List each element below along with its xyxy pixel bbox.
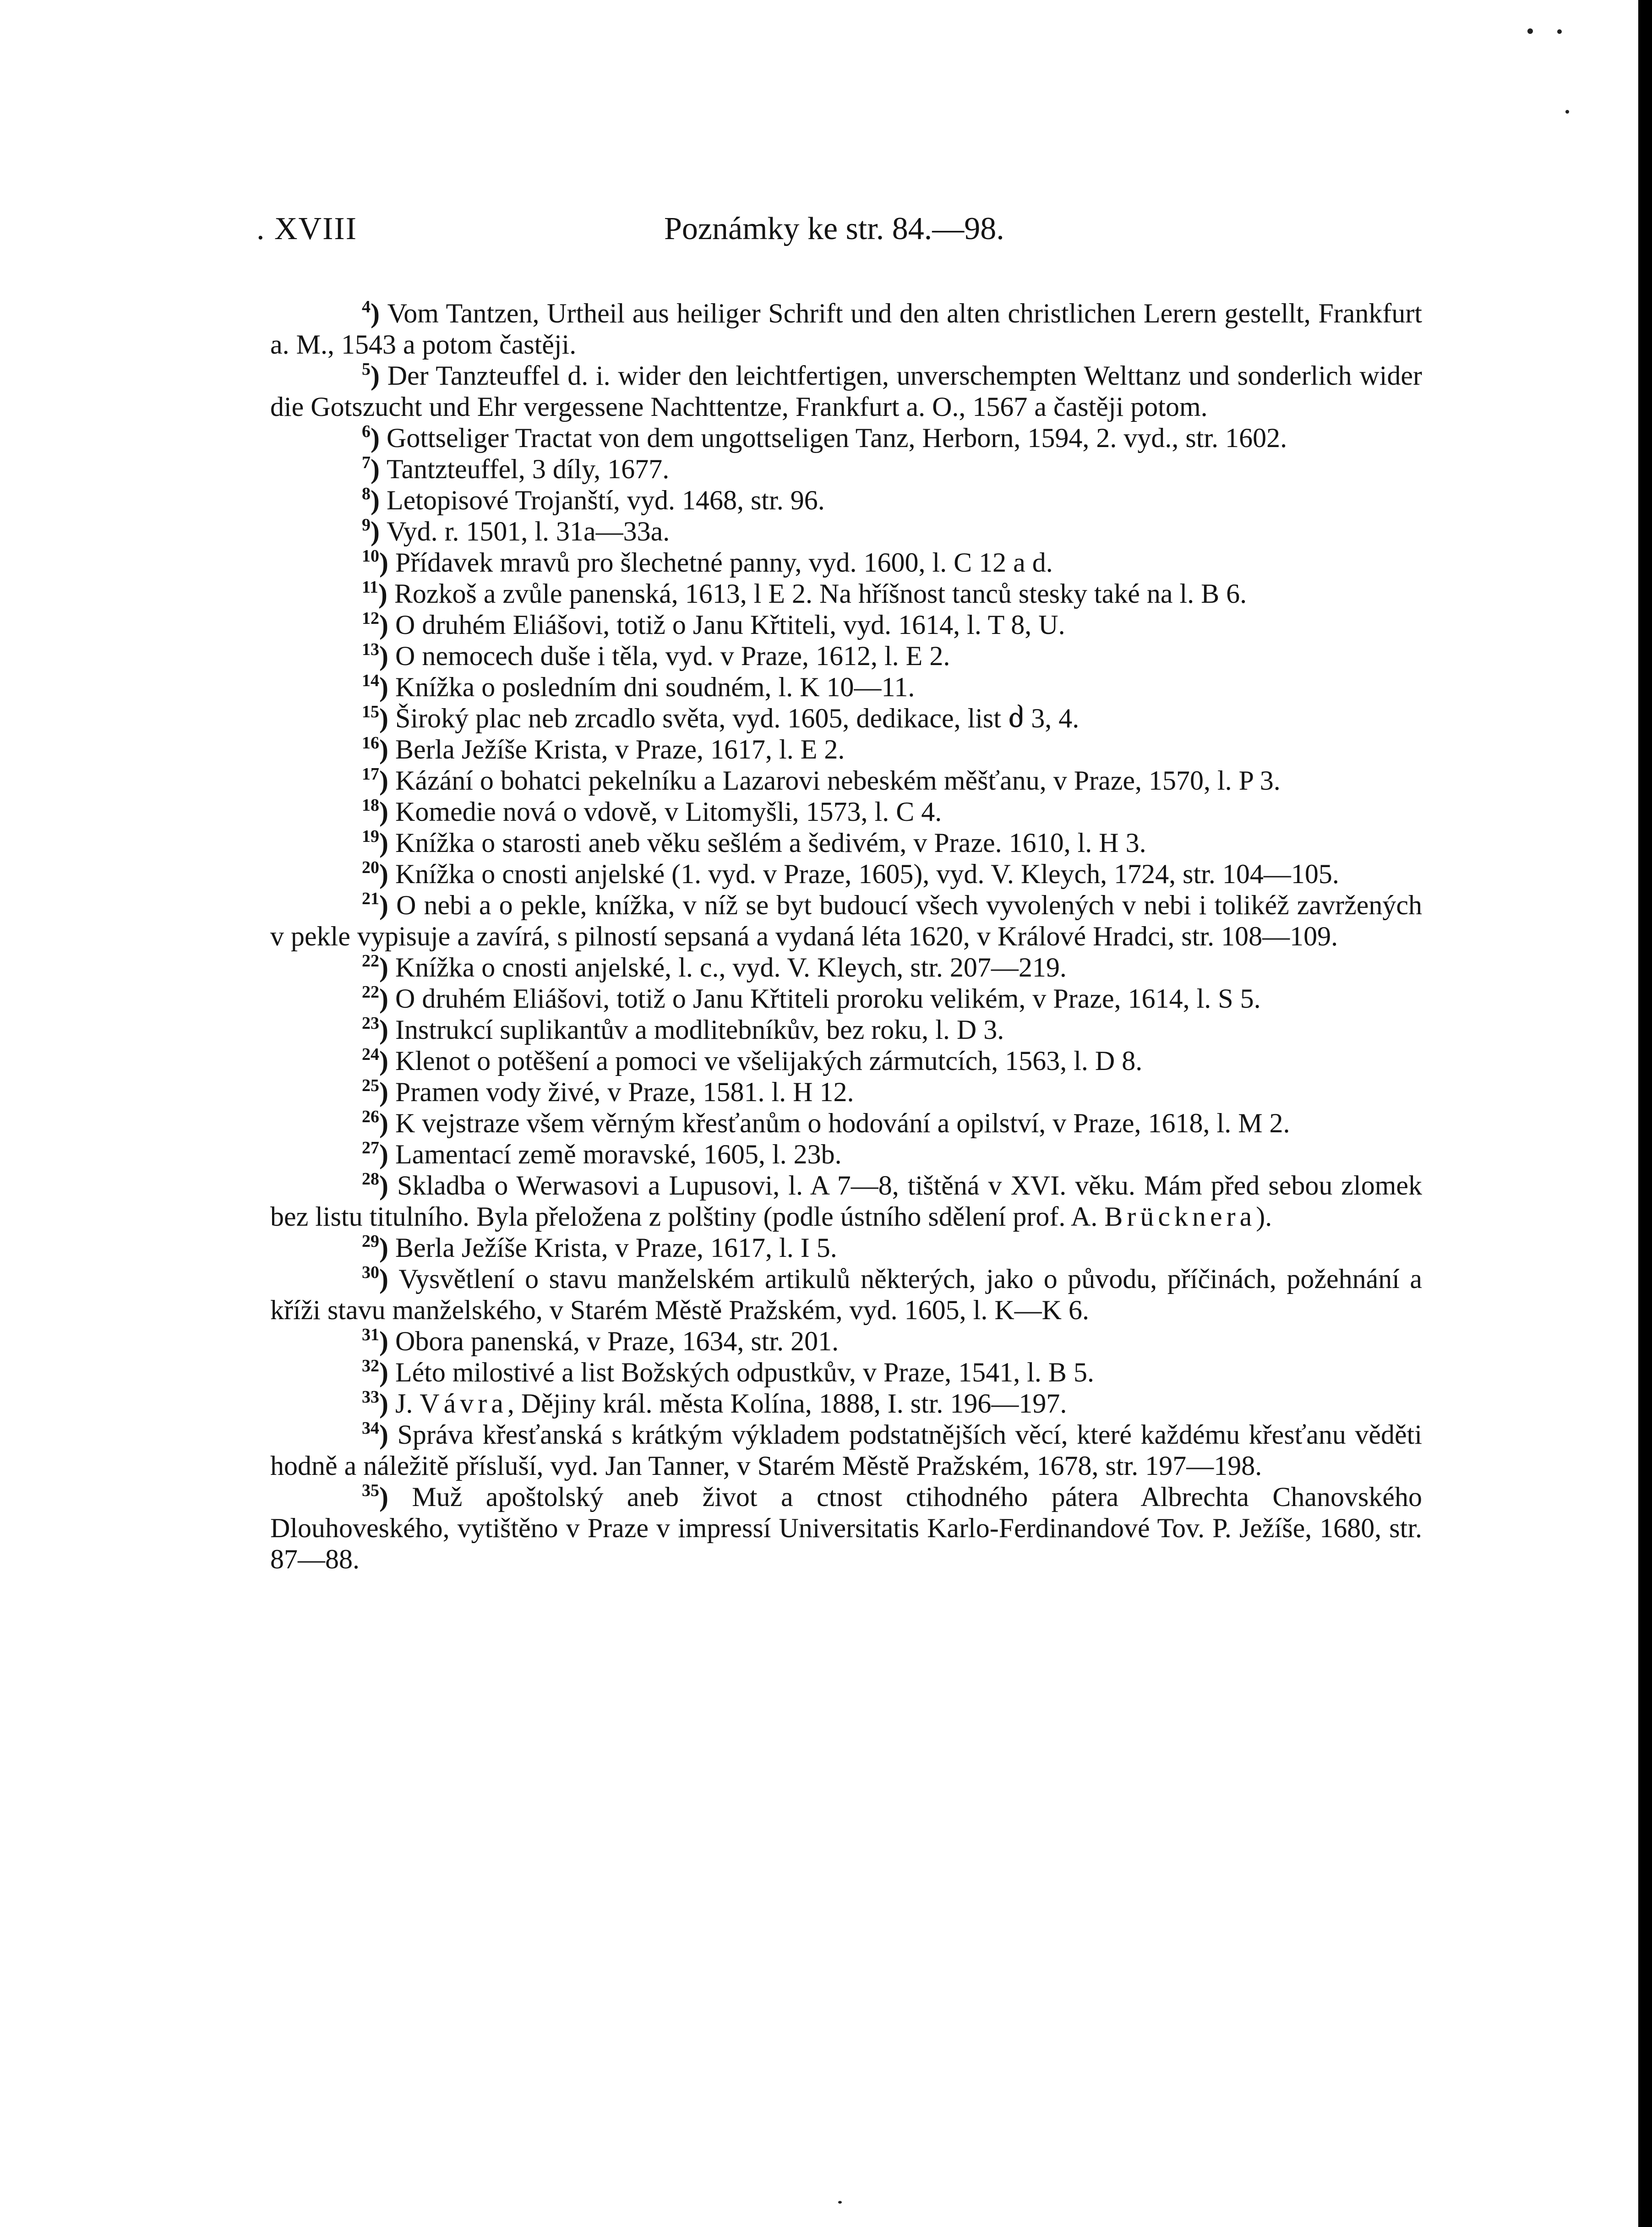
footnote-paren: ) xyxy=(379,1264,399,1294)
footnote xyxy=(270,952,1422,983)
footnote-paren: ) xyxy=(379,1326,395,1356)
footnote-text: Berla Ježíše Krista, v Praze, 1617, l. I 5. xyxy=(395,1233,837,1263)
footnote-paren: ) xyxy=(371,360,387,391)
footnote xyxy=(270,1139,1422,1170)
scan-speck xyxy=(1527,28,1533,34)
footnote-number: 7 xyxy=(362,453,371,472)
footnote-text: Muž apoštolský aneb život a ctnost ctihodného pátera Albrechta Chanovského Dlouhoveského, vytištěno v Praze v impressí Universitatis Karlo-Ferdinandové Tov. P. Ježíše, 1680, str. 87—88. xyxy=(270,1482,1423,1574)
page-header xyxy=(256,208,1420,250)
footnote-number: 29 xyxy=(362,1232,379,1251)
footnote xyxy=(270,890,1422,952)
footnote-paren: ) xyxy=(379,890,397,920)
footnote-text: Rozkoš a zvůle panenská, 1613, l E 2. Na hříšnost tanců stesky také na l. B 6. xyxy=(394,579,1247,609)
footnote xyxy=(270,1481,1422,1575)
footnote-number: 25 xyxy=(362,1076,379,1095)
footnote xyxy=(270,734,1422,765)
footnote xyxy=(270,1232,1422,1263)
footnote-paren: ) xyxy=(379,1388,395,1419)
footnote-spaced-name: Brücknera xyxy=(1104,1201,1256,1232)
footnote-text: Správa křesťanská s krátkým výkladem podstatnějších věcí, které každému křesťanu věděti hodně a náležitě přísluší, vyd. Jan Tanner, v Starém Městě Pražském, 1678, str. 197—198. xyxy=(270,1419,1422,1481)
footnote-text: Vysvětlení o stavu manželském artikulů některých, jako o původu, příčinách, požehnání a kříži stavu manželského, v Starém Městě Pražském, vyd. 1605, l. K—K 6. xyxy=(270,1264,1422,1325)
footnote-number: 21 xyxy=(362,889,379,908)
footnote-number: 22 xyxy=(362,951,379,971)
footnote-number: 32 xyxy=(362,1356,379,1376)
footnote-paren: ) xyxy=(379,1015,395,1045)
footnote xyxy=(270,765,1422,796)
footnote-paren: ) xyxy=(371,454,387,484)
footnote-number: 33 xyxy=(362,1387,379,1407)
footnote-text: Léto milostivé a list Božských odpustkův, v Praze, 1541, l. B 5. xyxy=(395,1357,1094,1387)
footnote-number: 14 xyxy=(362,671,379,690)
footnote-paren: ) xyxy=(379,1077,395,1107)
footnote xyxy=(270,671,1422,703)
footnote xyxy=(270,547,1422,578)
footnote xyxy=(270,1357,1422,1388)
footnote xyxy=(270,1014,1422,1045)
footnote xyxy=(270,640,1422,671)
footnote-number: 28 xyxy=(362,1169,379,1189)
footnote-number: 31 xyxy=(362,1325,379,1344)
footnote-number: 30 xyxy=(362,1263,379,1282)
footnote-text: O nemocech duše i těla, vyd. v Praze, 1612, l. E 2. xyxy=(395,641,950,671)
footnote-paren: ) xyxy=(371,485,387,515)
footnote-paren: ) xyxy=(371,298,387,328)
footnote-text: Vom Tantzen, Urtheil aus heiliger Schrift und den alten christlichen Lerern gestellt, Frankfurt a. M., 1543 a potom častěji. xyxy=(270,298,1422,360)
footnote xyxy=(270,1045,1422,1076)
footnote-paren: ) xyxy=(379,641,395,671)
footnote-text: Obora panenská, v Praze, 1634, str. 201. xyxy=(395,1326,839,1356)
footnote-number: 35 xyxy=(362,1481,379,1500)
footnote-text: Skladba o Werwasovi a Lupusovi, l. A 7—8, tištěná v XVI. věku. Mám před sebou zlomek bez listu titulního. Byla přeložena z polštiny (podle ústního sdělení prof. A. xyxy=(270,1170,1422,1232)
footnote-text: Knížka o starosti aneb věku sešlém a šedivém, v Praze. 1610, l. H 3. xyxy=(395,828,1146,858)
footnote-text: Pramen vody živé, v Praze, 1581. l. H 12. xyxy=(395,1077,854,1107)
footnote-paren: ) xyxy=(379,1357,395,1387)
footnote xyxy=(270,1170,1422,1232)
footnote xyxy=(270,609,1422,640)
footnote-text: Berla Ježíše Krista, v Praze, 1617, l. E 2. xyxy=(395,734,845,764)
footnote-text: Lamentací země moravské, 1605, l. 23b. xyxy=(395,1139,842,1169)
footnote-paren: ) xyxy=(379,828,395,858)
footnote-paren: ) xyxy=(379,734,395,764)
footnote-number: 20 xyxy=(362,858,379,877)
footnote-text: Knížka o cnosti anjelské (1. vyd. v Praze, 1605), vyd. V. Kleych, 1724, str. 104—105. xyxy=(395,859,1339,889)
footnote-number: 23 xyxy=(362,1014,379,1033)
footnote xyxy=(270,858,1422,890)
footnote-number: 10 xyxy=(362,546,379,566)
footnote-text: Kázání o bohatci pekelníku a Lazarovi nebeském měšťanu, v Praze, 1570, l. P 3. xyxy=(395,765,1281,796)
footnote xyxy=(270,298,1422,360)
footnote-number: 15 xyxy=(362,702,379,721)
footnote-text: Komedie nová o vdově, v Litomyšli, 1573, l. C 4. xyxy=(395,797,942,827)
footnote-text: O nebi a o pekle, knížka, v níž se byt budoucí všech vyvolených v nebi i tolikéž zavržených v pekle vypisuje a zavírá, s pilností sepsaná a vydaná léta 1620, v Králové Hradci, str. 108—109. xyxy=(270,890,1422,951)
footnote-text: Přídavek mravů pro šlechetné panny, vyd. 1600, l. C 12 a d. xyxy=(395,547,1053,578)
footnote xyxy=(270,1263,1422,1326)
footnote-text: O druhém Eliášovi, totiž o Janu Křtiteli, vyd. 1614, l. T 8, U. xyxy=(395,610,1065,640)
footnote-number: 11 xyxy=(362,578,378,597)
footnote xyxy=(270,703,1422,734)
footnote xyxy=(270,827,1422,858)
footnote-paren: ) xyxy=(379,983,395,1014)
footnote-number: 16 xyxy=(362,733,379,753)
footnote-text: J. xyxy=(395,1388,420,1419)
footnote-text: Der Tanzteuffel d. i. wider den leichtfertigen, unverschempten Welttanz und sonderlich wider die Gotszucht und Ehr vergessene Nachttentze, Frankfurt a. O., 1567 a častěji potom. xyxy=(270,360,1422,422)
footnote-text: , Dějiny král. města Kolína, 1888, I. str. 196—197. xyxy=(507,1388,1067,1419)
footnote xyxy=(270,516,1422,547)
footnote-paren: ) xyxy=(379,952,395,982)
footnote-paren: ) xyxy=(379,1046,395,1076)
scan-speck xyxy=(1565,110,1569,114)
footnote-text: ). xyxy=(1256,1201,1272,1232)
footnote-number: 27 xyxy=(362,1138,379,1157)
footnote-paren: ) xyxy=(378,579,394,609)
footnote-number: 8 xyxy=(362,484,371,503)
footnote-paren: ) xyxy=(371,423,387,453)
footnote-text: Knížka o posledním dni soudném, l. K 10—11. xyxy=(395,672,915,702)
scan-speck xyxy=(1557,29,1562,34)
footnote-number: 6 xyxy=(362,422,371,441)
footnote-text: Vyd. r. 1501, l. 31a—33a. xyxy=(386,516,670,546)
footnote-text: Instrukcí suplikantův a modlitebníkův, bez roku, l. D 3. xyxy=(395,1015,1004,1045)
footnote xyxy=(270,422,1422,453)
footnote-paren: ) xyxy=(379,797,395,827)
footnote xyxy=(270,360,1422,422)
scan-speck xyxy=(838,2201,842,2204)
footnote xyxy=(270,1388,1422,1419)
footnote-number: 13 xyxy=(362,640,379,659)
footnote-number: 12 xyxy=(362,609,379,628)
footnotes-list xyxy=(270,298,1422,1575)
footnote xyxy=(270,983,1422,1014)
footnote xyxy=(270,1326,1422,1357)
footnote xyxy=(270,485,1422,516)
page-number: . XVIII xyxy=(256,211,358,246)
footnote-number: 9 xyxy=(362,515,371,535)
footnote-number: 22 xyxy=(362,982,379,1002)
footnote-number: 34 xyxy=(362,1419,379,1438)
footnote-spaced-name: Vávra xyxy=(420,1388,507,1419)
footnote-paren: ) xyxy=(379,1419,398,1450)
footnote-paren: ) xyxy=(379,1482,412,1512)
running-title: Poznámky ke str. 84.—98. xyxy=(664,211,1004,246)
footnote-number: 19 xyxy=(362,827,379,846)
footnote-paren: ) xyxy=(379,703,395,733)
footnote-number: 26 xyxy=(362,1107,379,1126)
footnote-paren: ) xyxy=(379,547,395,578)
footnote-paren: ) xyxy=(379,1139,395,1169)
footnote-number: 5 xyxy=(362,360,371,379)
footnote xyxy=(270,796,1422,827)
footnote-paren: ) xyxy=(379,1170,398,1201)
footnote-text: Letopisové Trojanští, vyd. 1468, str. 96. xyxy=(386,485,825,515)
footnote xyxy=(270,453,1422,485)
footnote-text: Knížka o cnosti anjelské, l. c., vyd. V. Kleych, str. 207—219. xyxy=(395,952,1067,982)
footnote-number: 18 xyxy=(362,796,379,815)
footnote-text: Klenot o potěšení a pomoci ve všelijakých zármutcích, 1563, l. D 8. xyxy=(395,1046,1143,1076)
footnote xyxy=(270,1419,1422,1481)
footnote-number: 24 xyxy=(362,1045,379,1064)
footnote-paren: ) xyxy=(379,859,395,889)
footnote-text: Široký plac neb zrcadlo světa, vyd. 1605, dedikace, list ძ 3, 4. xyxy=(395,703,1080,733)
footnote xyxy=(270,1108,1422,1139)
footnote-text: O druhém Eliášovi, totiž o Janu Křtiteli proroku velikém, v Praze, 1614, l. S 5. xyxy=(395,983,1261,1014)
footnote-text: Gottseliger Tractat von dem ungottseligen Tanz, Herborn, 1594, 2. vyd., str. 1602. xyxy=(386,423,1287,453)
footnote-text: Tantzteuffel, 3 díly, 1677. xyxy=(386,454,670,484)
footnote-paren: ) xyxy=(379,1233,395,1263)
footnote-text: K vejstraze všem věrným křesťanům o hodování a opilství, v Praze, 1618, l. M 2. xyxy=(395,1108,1290,1138)
footnote-paren: ) xyxy=(371,516,387,546)
footnote-paren: ) xyxy=(379,1108,395,1138)
footnote-paren: ) xyxy=(379,765,395,796)
footnote-number: 4 xyxy=(362,297,371,317)
footnote xyxy=(270,578,1422,609)
footnote-number: 17 xyxy=(362,764,379,784)
footnote-paren: ) xyxy=(379,610,395,640)
footnote-paren: ) xyxy=(379,672,395,702)
footnote xyxy=(270,1076,1422,1108)
